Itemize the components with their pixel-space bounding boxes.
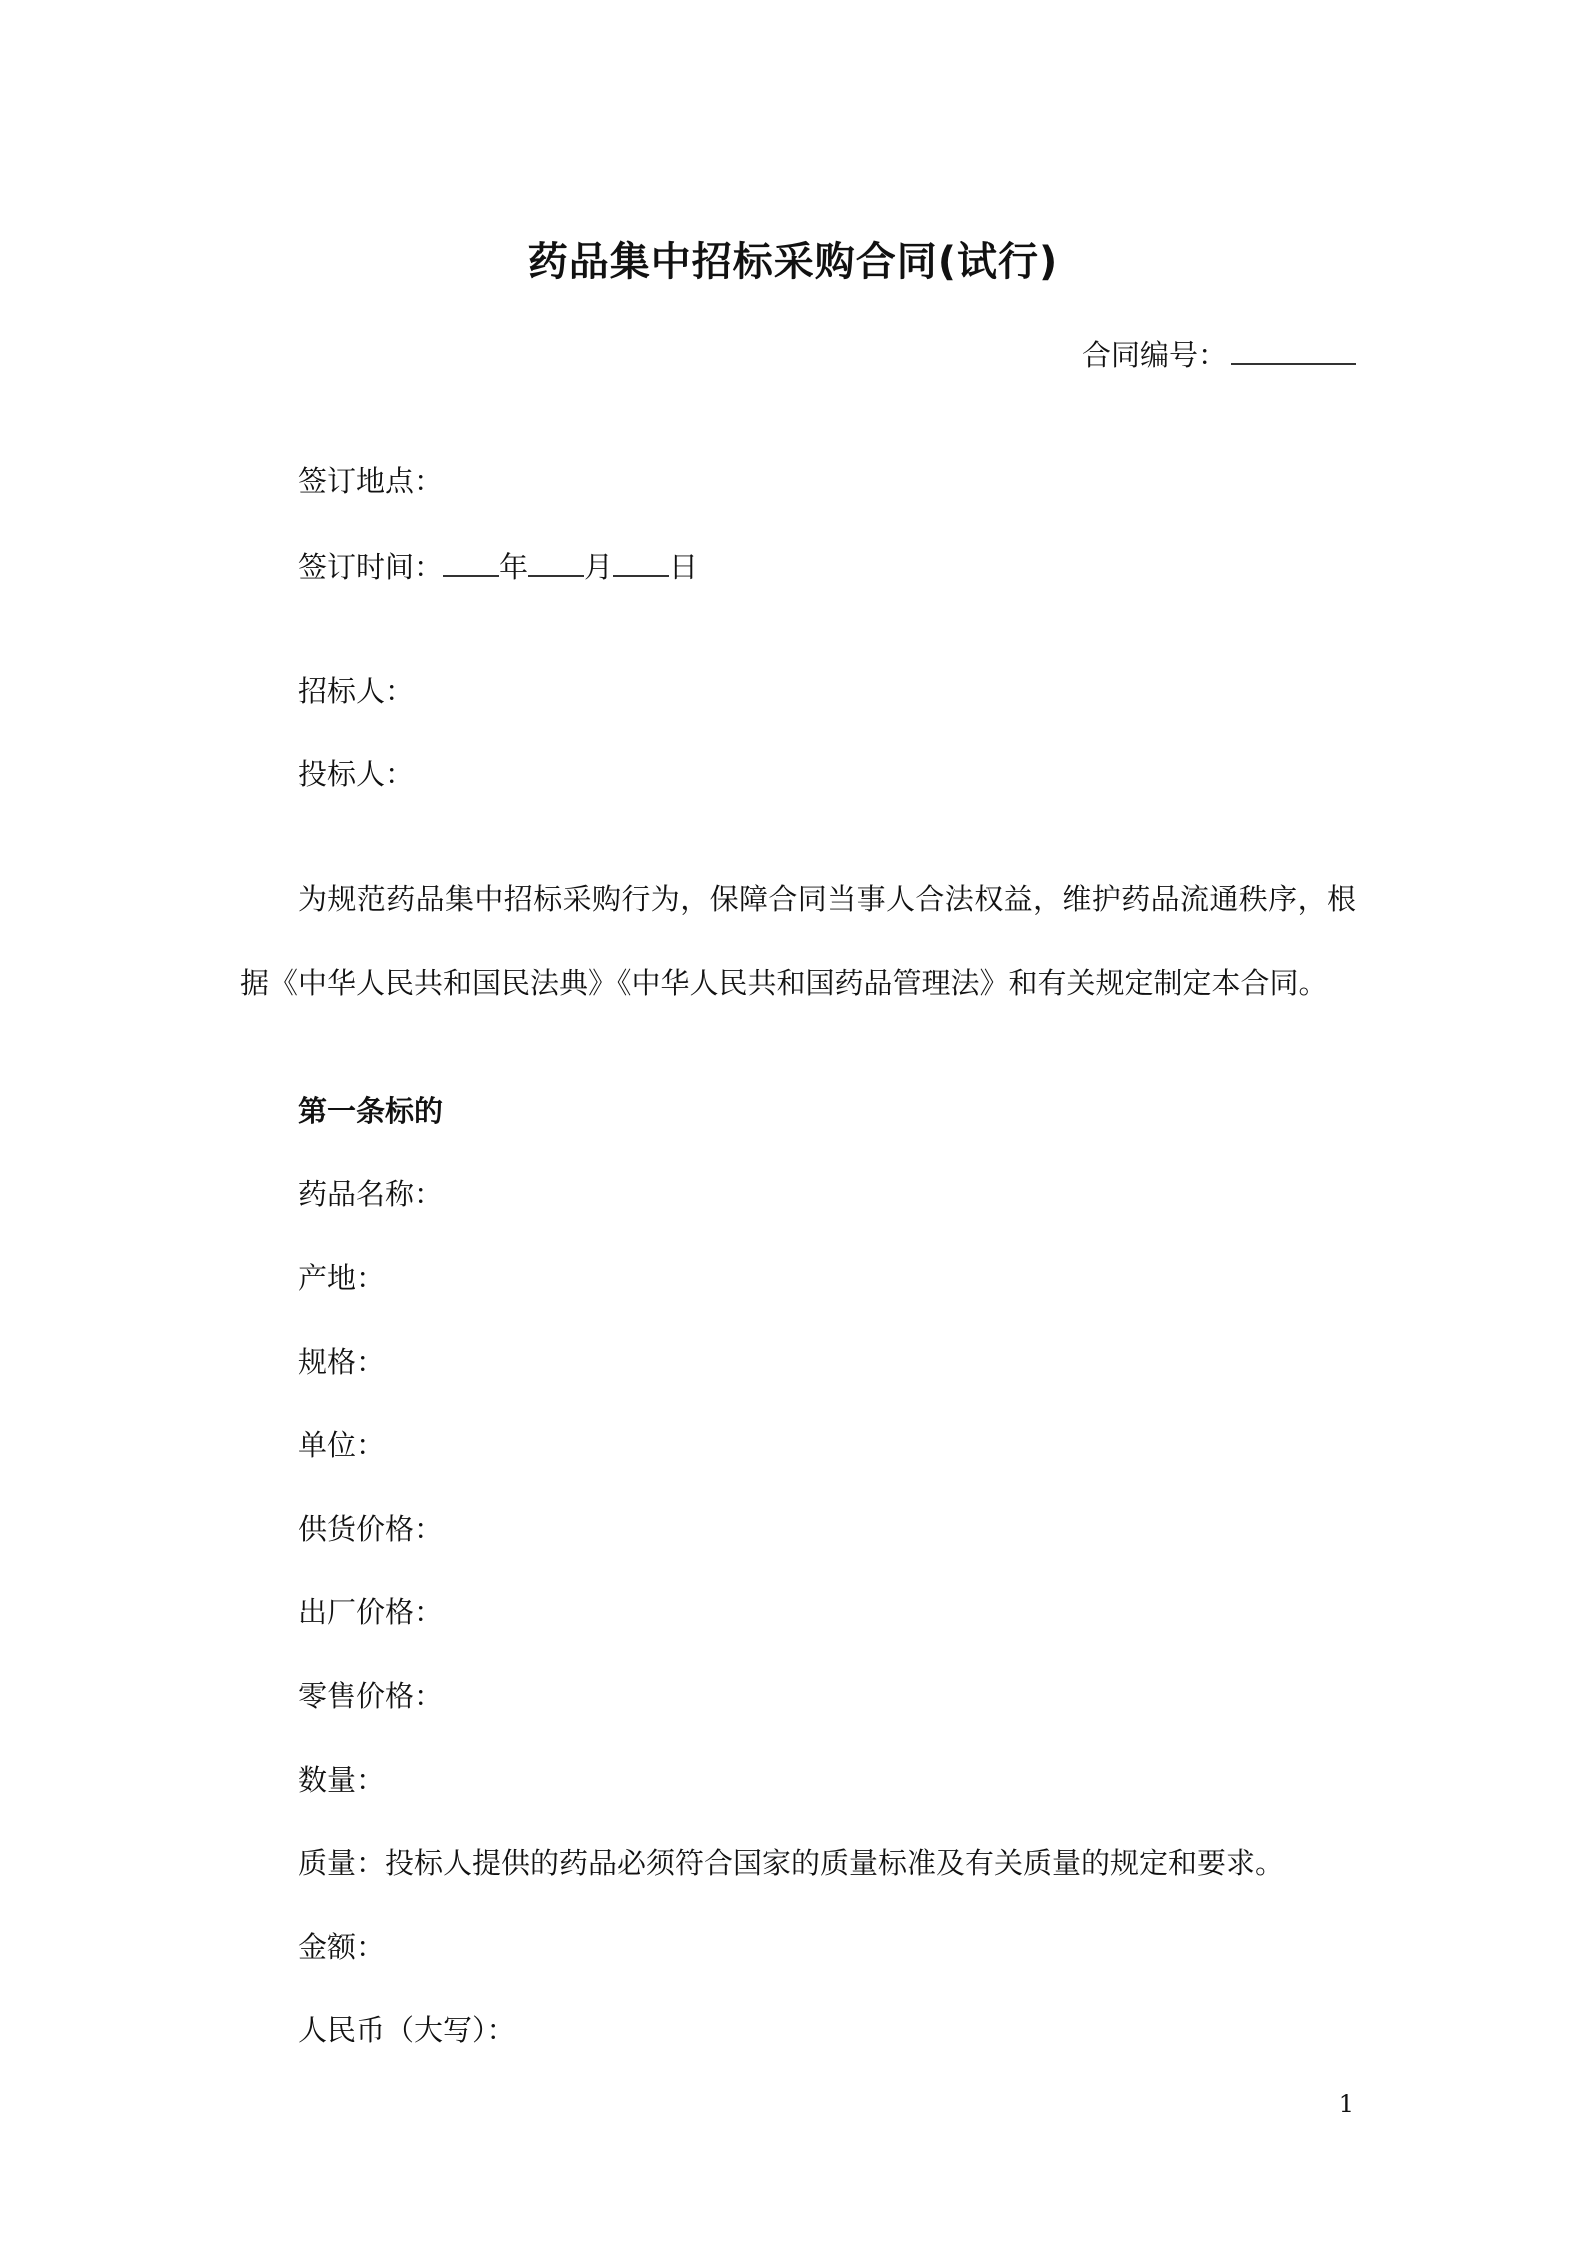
field-drug-name: 药品名称： (298, 1177, 444, 1211)
amount-label: 金额： (298, 1930, 386, 1964)
page-number: 1 (1338, 2090, 1354, 2118)
contract-number-blank (1231, 335, 1356, 365)
year-blank (443, 547, 499, 577)
quality-line: 质量：投标人提供的药品必须符合国家的质量标准及有关质量的规定和要求。 (298, 1846, 1285, 1880)
bidder: 投标人： (298, 757, 415, 791)
day-label: 日 (669, 550, 699, 584)
field-spec: 规格： (298, 1345, 386, 1379)
contract-number-label: 合同编号： (1081, 338, 1227, 372)
day-blank (613, 547, 669, 577)
document-title: 药品集中招标采购合同(试行) (527, 239, 1059, 285)
field-origin: 产地： (298, 1261, 386, 1295)
field-supply-price: 供货价格： (298, 1512, 444, 1546)
sign-place: 签订地点： (298, 464, 444, 498)
contract-number (1082, 333, 1356, 374)
year-label: 年 (499, 550, 529, 584)
field-unit: 单位： (298, 1428, 386, 1462)
field-factory-price: 出厂价格： (298, 1595, 444, 1629)
intro-paragraph: 为规范药品集中招标采购行为，保障合同当事人合法权益，维护药品流通秩序，根据《中华人民共和国民法典》《中华人民共和国药品管理法》和有关规定制定本合同。 (240, 882, 1356, 1000)
tenderer: 招标人： (298, 674, 415, 708)
article1-heading: 第一条标的 (298, 1094, 444, 1128)
sign-time-label: 签订时间： (298, 550, 444, 584)
sign-time (298, 545, 698, 586)
field-quantity: 数量： (298, 1763, 386, 1797)
month-label: 月 (584, 550, 614, 584)
field-retail-price: 零售价格： (298, 1679, 444, 1713)
rmb-label: 人民币（大写）： (298, 2013, 516, 2047)
month-blank (528, 547, 584, 577)
